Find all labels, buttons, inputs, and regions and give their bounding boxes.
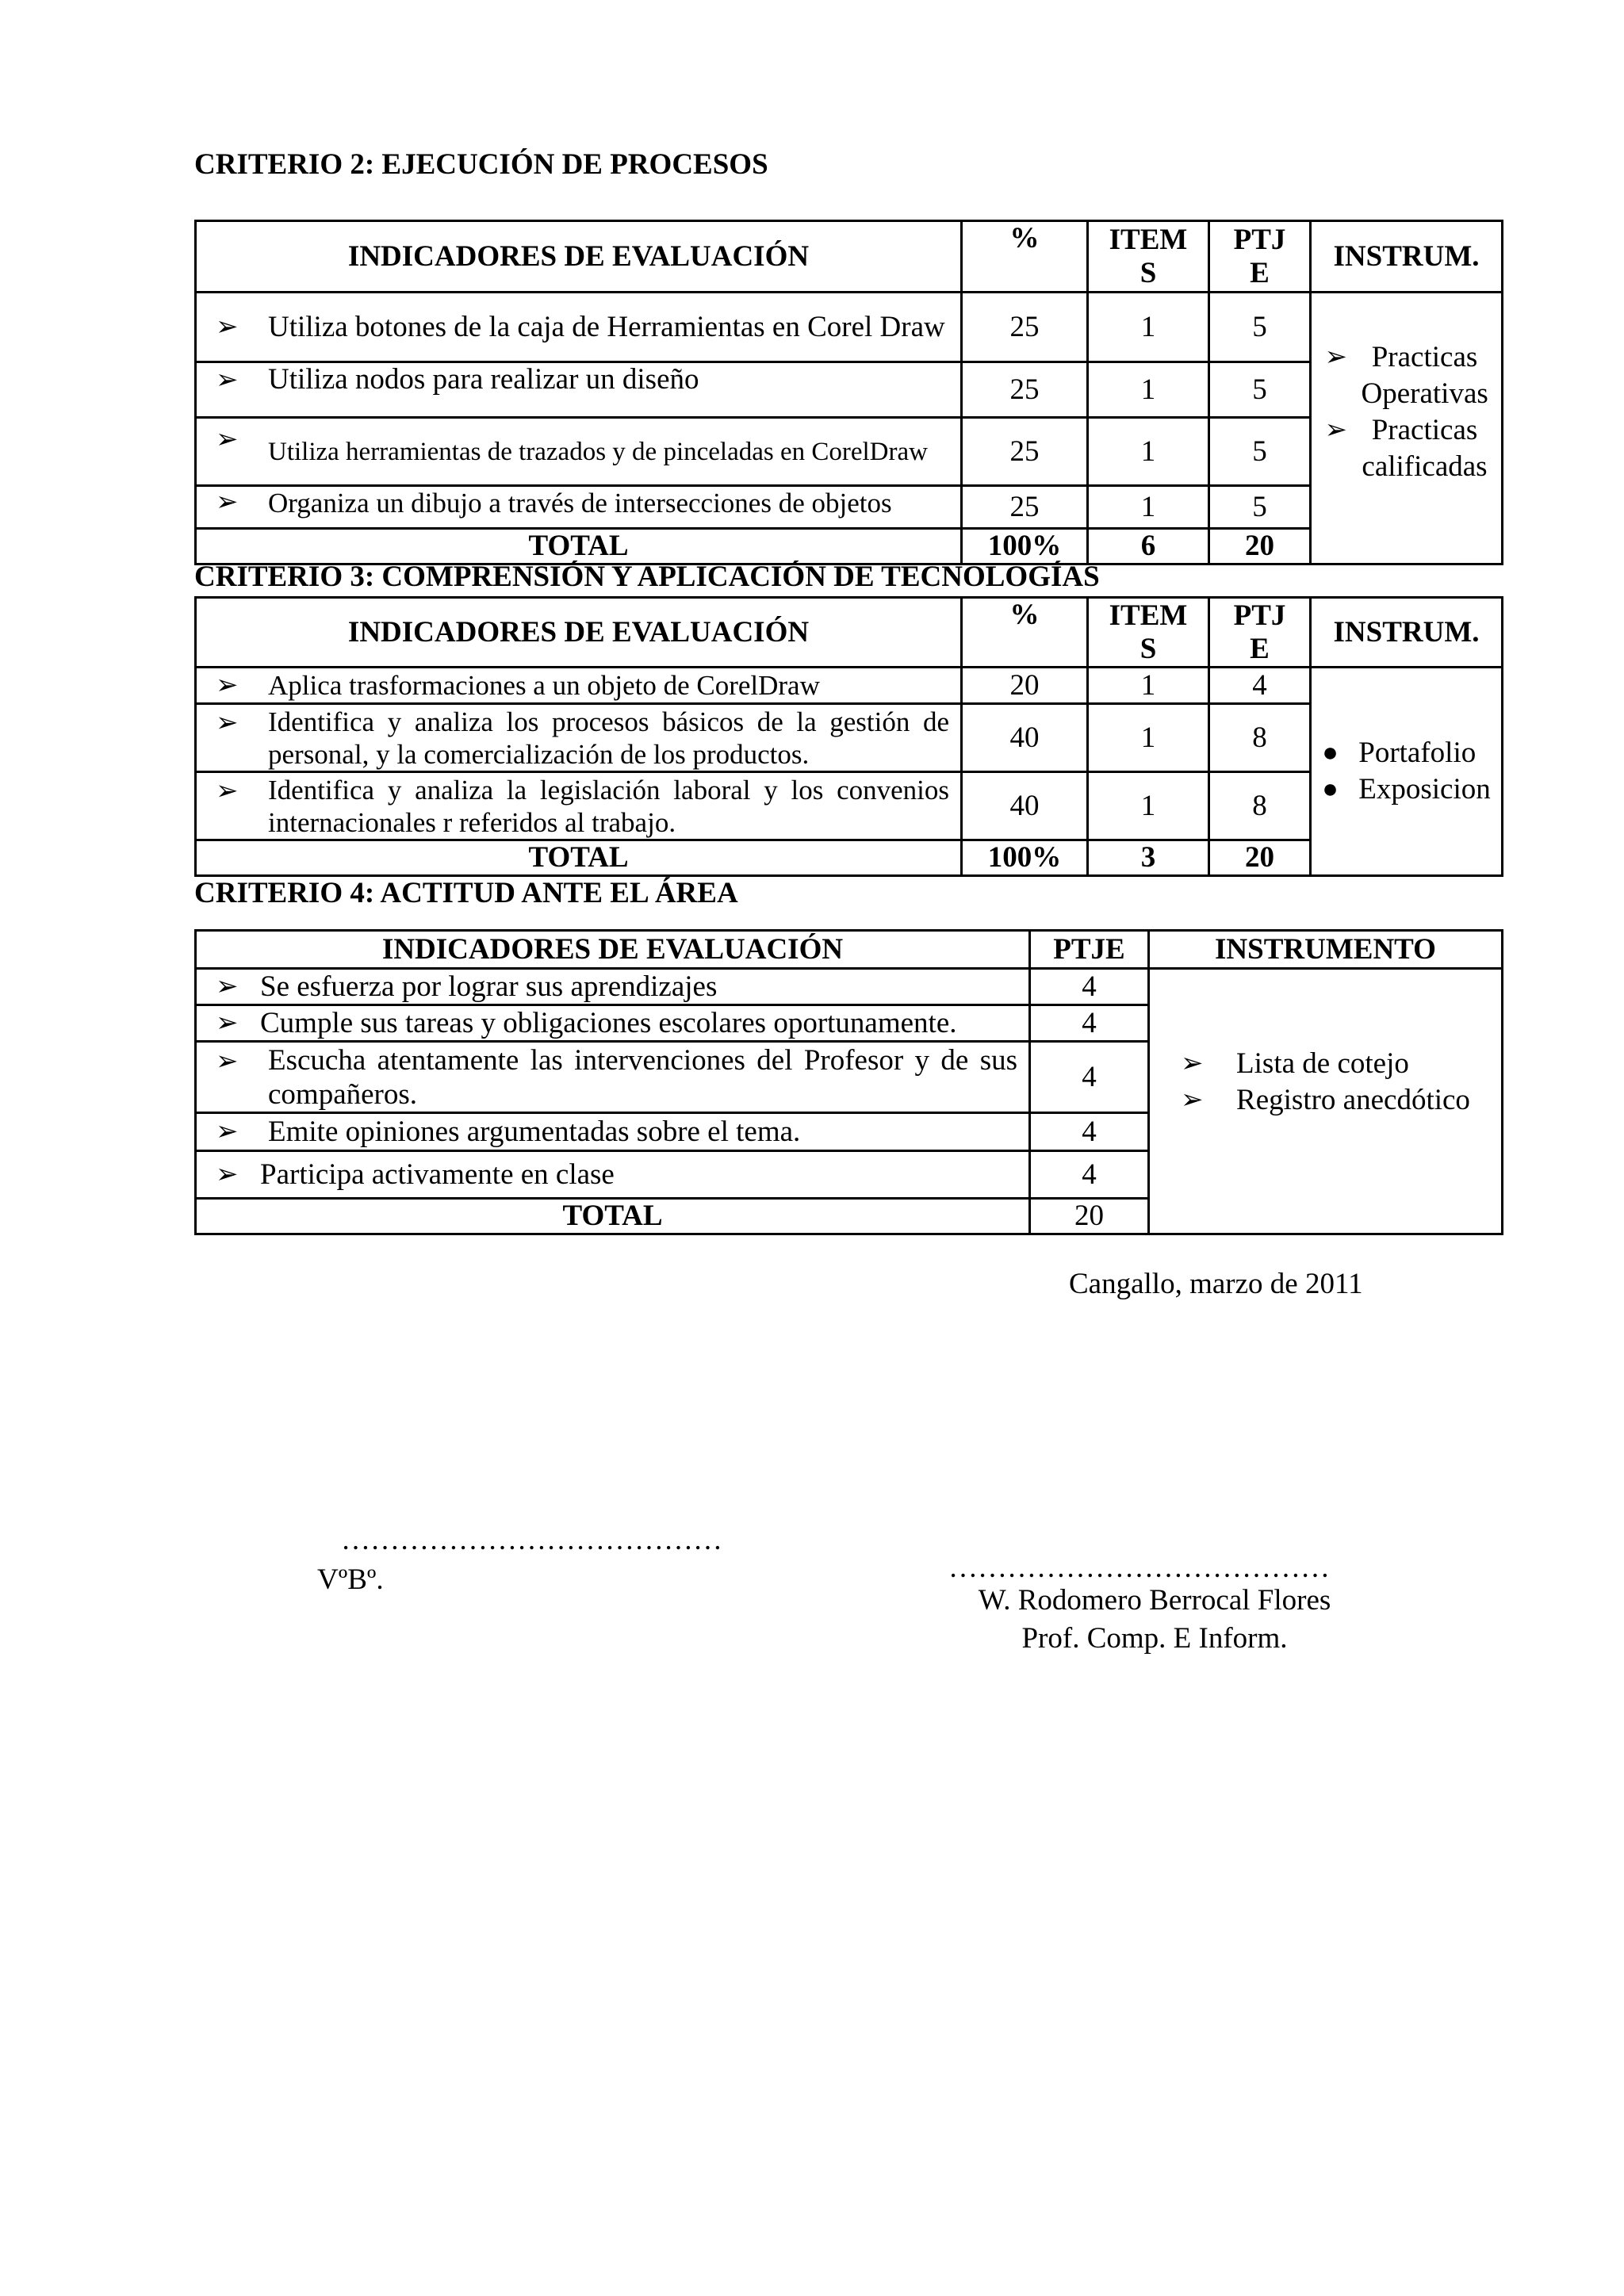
percent-cell: 25 (962, 293, 1088, 362)
indicator-cell (196, 418, 962, 486)
table-header-row (196, 598, 1503, 668)
header-items: ITEM S (1088, 221, 1209, 293)
total-label: TOTAL (196, 840, 962, 876)
signer-name: W. Rodomero Berrocal Flores (978, 1584, 1331, 1617)
percent-cell: 20 (962, 668, 1088, 704)
criterio-3-table (194, 596, 1503, 877)
indicator-text: Cumple sus tareas y obligaciones escolares oportunamente. (260, 1006, 957, 1039)
total-label: TOTAL (196, 1199, 1030, 1234)
header-instrum: INSTRUM. (1311, 221, 1503, 293)
ptje-cell: 5 (1209, 418, 1311, 486)
percent-cell: 40 (962, 704, 1088, 772)
table-row (196, 704, 1503, 772)
percent-cell: 40 (962, 772, 1088, 840)
header-ptje: PTJ E (1209, 598, 1311, 668)
indicator-text: Utiliza herramientas de trazados y de pinceladas en CorelDraw (268, 437, 928, 466)
header-instrum: INSTRUM. (1311, 598, 1503, 668)
ptje-cell: 4 (1209, 668, 1311, 704)
arrowhead-bullet-icon: ➢ (1324, 415, 1347, 445)
criterio-3-title: CRITERIO 3: COMPRENSIÓN Y APLICACIÓN DE TECNOLOGÍAS (194, 561, 1100, 593)
indicator-cell (196, 1005, 1030, 1042)
indicator-cell (196, 1042, 1030, 1113)
round-bullet-icon: ● (1322, 775, 1339, 804)
arrowhead-bullet-icon: ➢ (216, 424, 239, 454)
total-ptje: 20 (1209, 840, 1311, 876)
header-indicadores: INDICADORES DE EVALUACIÓN (196, 931, 1030, 969)
indicator-cell (196, 1151, 1030, 1199)
total-items: 6 (1088, 529, 1209, 564)
indicator-cell (196, 1113, 1030, 1151)
table-row (196, 486, 1503, 529)
instrument-item: ➢ Registro anecdótico (1181, 1082, 1470, 1119)
items-cell: 1 (1088, 362, 1209, 418)
ptje-cell: 8 (1209, 772, 1311, 840)
arrowhead-bullet-icon: ➢ (1324, 342, 1347, 372)
instrument-item: ● Portafolio (1322, 735, 1490, 771)
total-label: TOTAL (196, 529, 962, 564)
signer-title: Prof. Comp. E Inform. (1021, 1622, 1288, 1655)
table-header-row (196, 931, 1503, 969)
table-row (196, 418, 1503, 486)
indicator-cell (196, 704, 962, 772)
percent-cell: 25 (962, 418, 1088, 486)
arrowhead-bullet-icon: ➢ (216, 776, 239, 806)
items-cell: 1 (1088, 418, 1209, 486)
table-row (196, 362, 1503, 418)
indicator-text: Identifica y analiza los procesos básicos de la gestión de personal, y la comercialización de los productos. (268, 706, 949, 770)
indicator-text: Utiliza nodos para realizar un diseño (268, 363, 699, 396)
criterio-2-title: CRITERIO 2: EJECUCIÓN DE PROCESOS (194, 148, 768, 181)
table-header-row (196, 221, 1503, 293)
indicator-cell (196, 969, 1030, 1005)
header-percent: % (962, 598, 1088, 668)
indicator-cell (196, 486, 962, 529)
indicator-text: Aplica trasformaciones a un objeto de CorelDraw (268, 669, 820, 701)
table-row (196, 293, 1503, 362)
arrowhead-bullet-icon: ➢ (216, 670, 239, 700)
items-cell: 1 (1088, 668, 1209, 704)
indicator-text: Organiza un dibujo a través de intersecciones de objetos (268, 488, 892, 519)
instrument-item: ➢ Lista de cotejo (1181, 1046, 1470, 1082)
total-items: 3 (1088, 840, 1209, 876)
indicator-cell (196, 362, 962, 418)
header-indicadores: INDICADORES DE EVALUACIÓN (196, 221, 962, 293)
instrument-cell (1311, 668, 1503, 876)
items-cell: 1 (1088, 486, 1209, 529)
items-cell: 1 (1088, 293, 1209, 362)
ptje-cell: 5 (1209, 486, 1311, 529)
ptje-cell: 4 (1030, 1005, 1149, 1042)
table-row (196, 969, 1503, 1005)
indicator-cell (196, 668, 962, 704)
ptje-cell: 8 (1209, 704, 1311, 772)
arrowhead-bullet-icon: ➢ (216, 312, 239, 342)
instrument-item: ● Exposicion (1322, 771, 1490, 808)
header-percent: % (962, 221, 1088, 293)
ptje-cell: 4 (1030, 1113, 1149, 1151)
header-ptje: PTJ E (1209, 221, 1311, 293)
arrowhead-bullet-icon: ➢ (216, 1159, 239, 1189)
visto-bueno-label: VºBº. (317, 1563, 384, 1596)
arrowhead-bullet-icon: ➢ (216, 488, 239, 517)
arrowhead-bullet-icon: ➢ (216, 1047, 239, 1077)
date-line: Cangallo, marzo de 2011 (1069, 1268, 1363, 1300)
ptje-cell: 5 (1209, 293, 1311, 362)
indicator-text: Identifica y analiza la legislación laboral y los convenios internacionales r referidos al trabajo. (268, 774, 949, 838)
header-instrumento: INSTRUMENTO (1149, 931, 1503, 969)
items-cell: 1 (1088, 772, 1209, 840)
percent-cell: 25 (962, 362, 1088, 418)
arrowhead-bullet-icon: ➢ (1181, 1085, 1204, 1115)
indicator-text: Escucha atentamente las intervenciones del Profesor y de sus compañeros. (268, 1043, 1017, 1111)
arrowhead-bullet-icon: ➢ (216, 708, 239, 738)
table-row (196, 668, 1503, 704)
header-items: ITEM S (1088, 598, 1209, 668)
instrument-cell (1149, 969, 1503, 1234)
criterio-4-table (194, 929, 1503, 1235)
signature-line-left: ………………………………… (341, 1524, 722, 1556)
header-indicadores: INDICADORES DE EVALUACIÓN (196, 598, 962, 668)
indicator-text: Emite opiniones argumentadas sobre el tema. (268, 1115, 801, 1148)
instrument-cell (1311, 293, 1503, 564)
instrument-item: ➢ Practicas calificadas (1324, 414, 1488, 483)
total-ptje: 20 (1030, 1199, 1149, 1234)
ptje-cell: 4 (1030, 1042, 1149, 1113)
arrowhead-bullet-icon: ➢ (216, 365, 239, 395)
ptje-cell: 4 (1030, 1151, 1149, 1199)
total-percent: 100% (962, 529, 1088, 564)
total-percent: 100% (962, 840, 1088, 876)
percent-cell: 25 (962, 486, 1088, 529)
header-ptje: PTJE (1030, 931, 1149, 969)
indicator-cell (196, 772, 962, 840)
indicator-text: Participa activamente en clase (260, 1158, 615, 1191)
ptje-cell: 4 (1030, 969, 1149, 1005)
criterio-4-title: CRITERIO 4: ACTITUD ANTE EL ÁREA (194, 877, 738, 909)
instrument-item: ➢ Practicas Operativas (1324, 341, 1488, 410)
round-bullet-icon: ● (1322, 738, 1339, 767)
indicator-cell (196, 293, 962, 362)
items-cell: 1 (1088, 704, 1209, 772)
ptje-cell: 5 (1209, 362, 1311, 418)
total-ptje: 20 (1209, 529, 1311, 564)
arrowhead-bullet-icon: ➢ (216, 1116, 239, 1146)
total-row (196, 529, 1503, 564)
criterio-2-table (194, 220, 1503, 565)
arrowhead-bullet-icon: ➢ (216, 1008, 239, 1038)
signature-line-right: ………………………………… (948, 1552, 1330, 1584)
arrowhead-bullet-icon: ➢ (1181, 1049, 1204, 1078)
total-row (196, 840, 1503, 876)
indicator-text: Se esfuerza por lograr sus aprendizajes (260, 970, 718, 1003)
arrowhead-bullet-icon: ➢ (216, 971, 239, 1001)
table-row (196, 772, 1503, 840)
indicator-text: Utiliza botones de la caja de Herramientas en Corel Draw (268, 310, 945, 343)
